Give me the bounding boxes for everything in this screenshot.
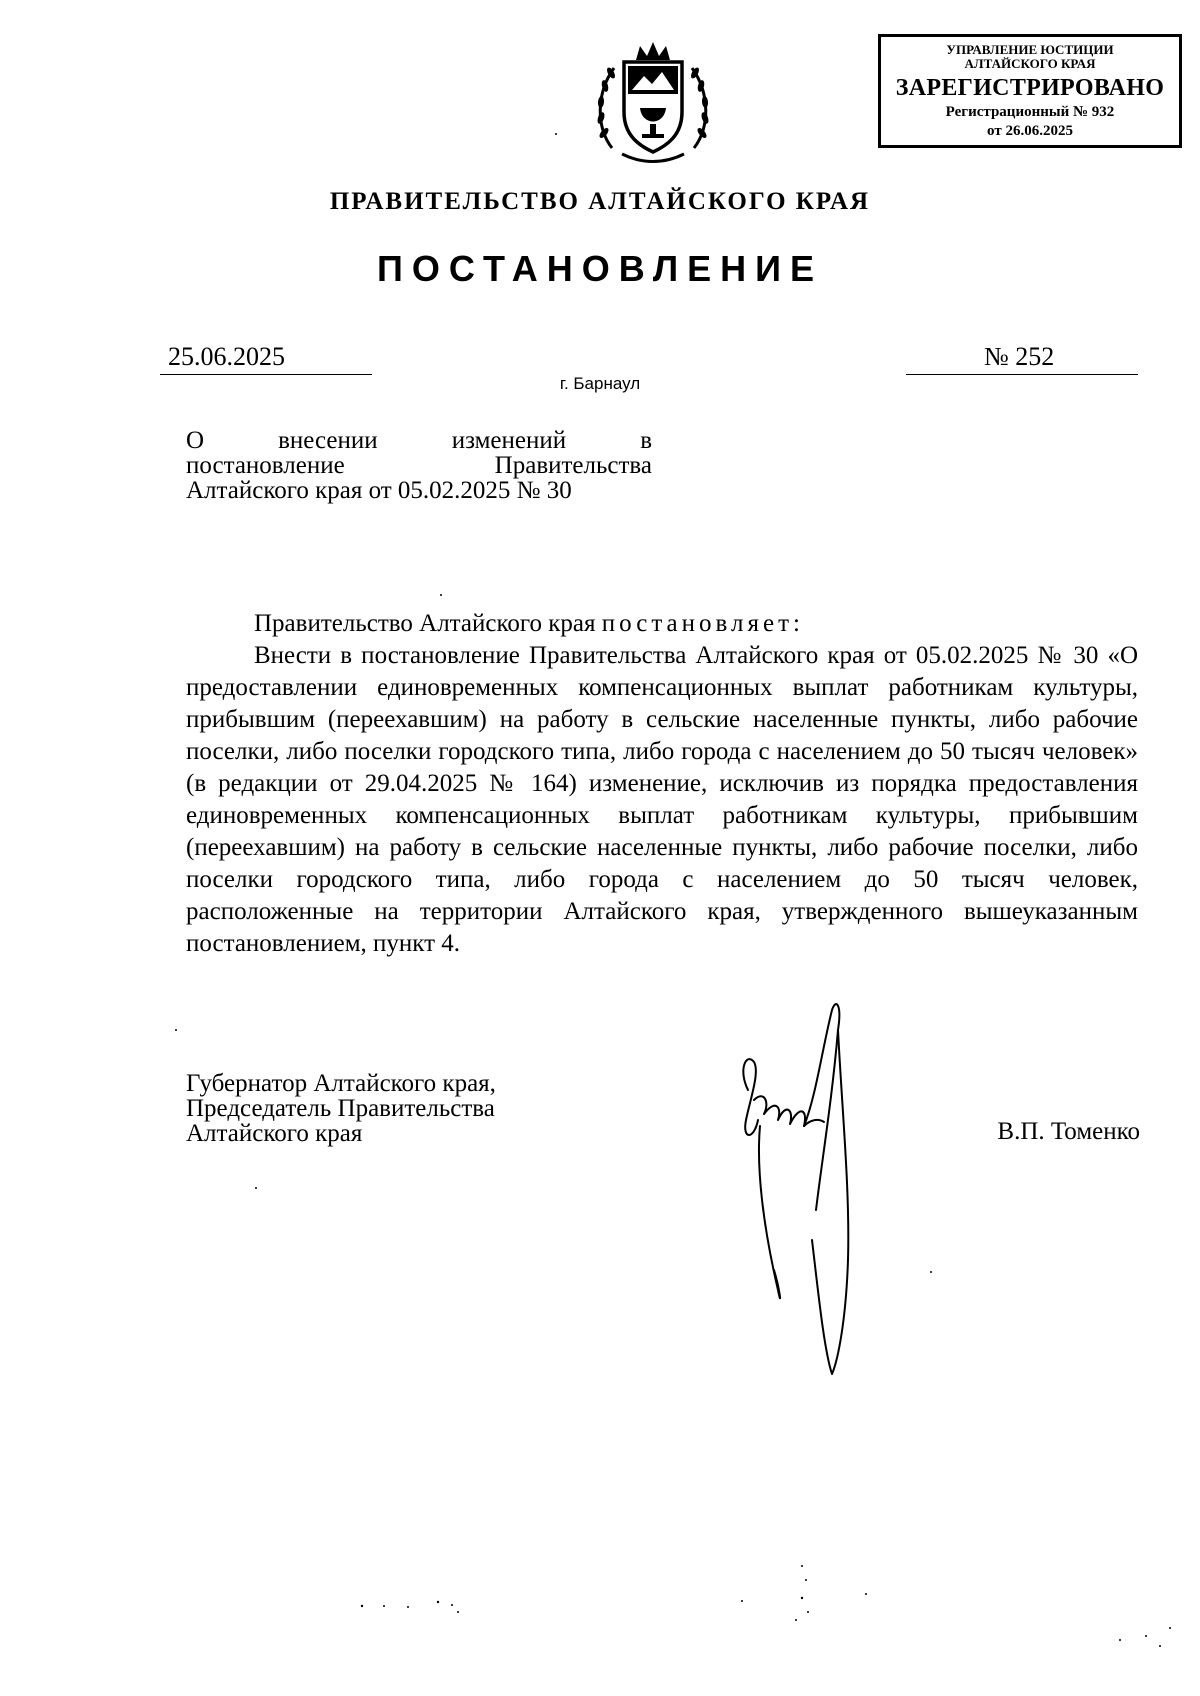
stamp-registration-number: Регистрационный № 932 (945, 104, 1115, 120)
stamp-title: ЗАРЕГИСТРИРОВАНО (895, 75, 1165, 101)
resolution-paragraph: Внести в постановление Правительства Алтайского края от 05.02.2025 № 30 «О предоставлении единовременных компенсационных выплат работникам культуры, прибывшим (переехавшим) на работу в сельские населенные пункты, либо рабочие поселки, либо поселки городского типа, либо города с населением до 50 тысяч человек» (в редакции от 29.04.2025 № 164) изменение, исключив из порядка предоставления единовременных компенсационных выплат работникам культуры, прибывшим (переехавшим) на работу в сельские населенные пункты, либо рабочие поселки, либо поселки городского типа, либо города с населением до 50 тысяч человек, расположенные на территории Алтайского края, утвержденного вышеуказанным постановлением, пункт 4. (186, 642, 1138, 957)
document-body (186, 608, 1138, 960)
coat-of-arms-icon (592, 38, 714, 170)
subject-line: постановление Правительства (186, 452, 652, 479)
stamp-org-line1: УПРАВЛЕНИЕ ЮСТИЦИИ (946, 42, 1114, 57)
document-kind: ПОСТАНОВЛЕНИЕ (377, 248, 823, 289)
document-city: г. Барнаул (559, 374, 641, 393)
stamp-date: от 26.06.2025 (987, 123, 1073, 139)
resolution-intro (186, 608, 1138, 640)
stamp-org-line2: АЛТАЙСКОГО КРАЯ (964, 56, 1096, 71)
document-number: № 252 (906, 340, 1138, 375)
handwritten-signature-icon (720, 990, 900, 1380)
registration-stamp (878, 34, 1182, 148)
intro-suffix: : (793, 610, 800, 637)
document-date: 25.06.2025 (160, 340, 372, 375)
signer-position-line: Председатель Правительства (186, 1095, 495, 1122)
document-subject (186, 428, 652, 503)
signer-position (186, 1071, 606, 1146)
government-title: ПРАВИТЕЛЬСТВО АЛТАЙСКОГО КРАЯ (329, 188, 871, 215)
intro-prefix: Правительство Алтайского края (254, 610, 602, 637)
signer-position-line: Губернатор Алтайского края, (186, 1070, 496, 1097)
subject-line: Алтайского края от 05.02.2025 № 30 (186, 477, 572, 504)
signer-name: В.П. Томенко (997, 1118, 1140, 1145)
signer-position-line: Алтайского края (186, 1120, 363, 1147)
intro-resolves: постановляет (601, 610, 793, 637)
subject-line: О внесении изменений в (186, 427, 652, 454)
